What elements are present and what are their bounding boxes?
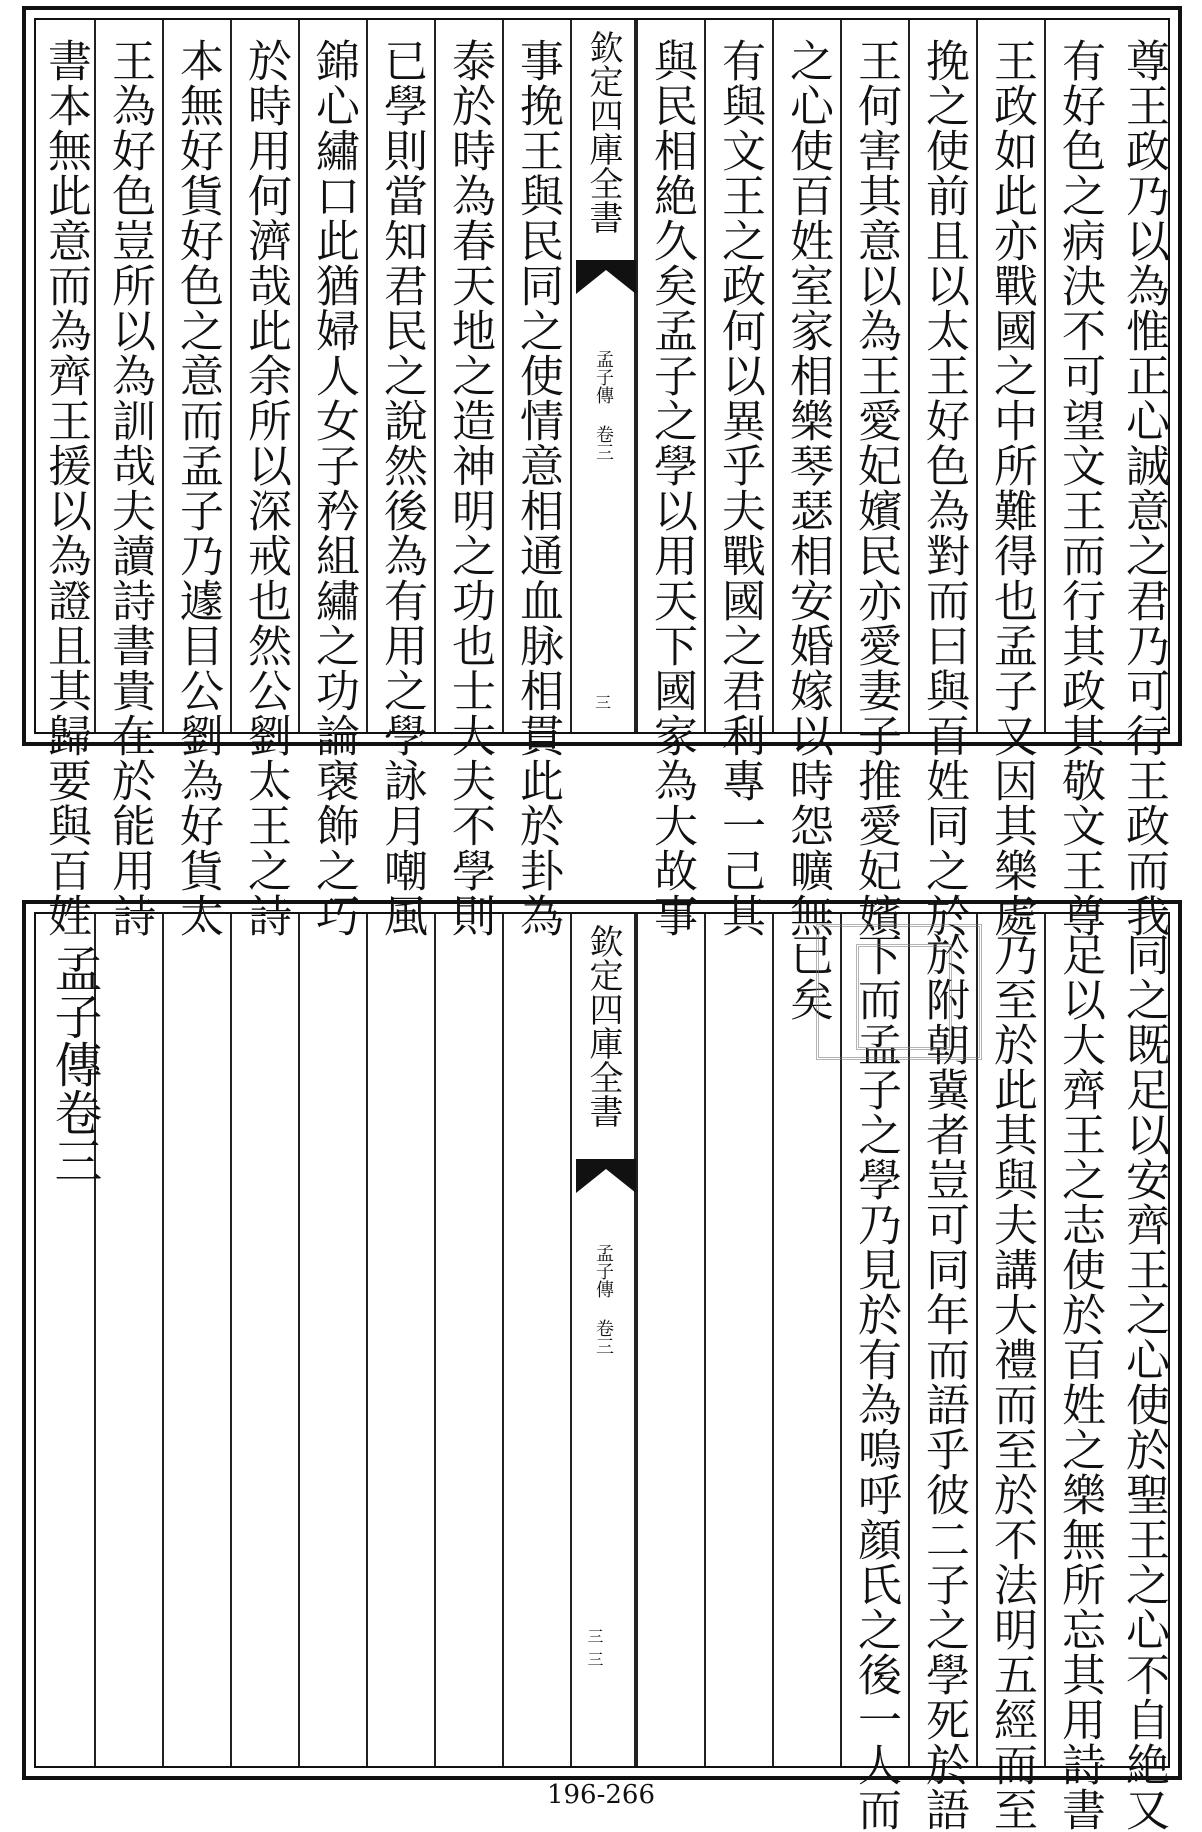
text-column xyxy=(636,20,704,938)
page-number: 三三 xyxy=(587,1627,604,1669)
text-column xyxy=(230,20,298,938)
volume-label: 孟子傳 卷三 xyxy=(593,350,614,461)
column-text: 書本無此意而為齊王援以為證且其歸要與百姓 xyxy=(40,38,91,938)
top-page-frame xyxy=(34,18,1170,938)
text-column xyxy=(976,20,1044,938)
fishtail-mark-icon xyxy=(576,1159,636,1193)
fishtail-mark-icon xyxy=(576,260,636,294)
text-column xyxy=(230,914,298,1766)
text-column xyxy=(36,20,94,938)
column-text: 足以大齊王之志使於百姓之樂無所忘其用詩書 xyxy=(1054,932,1105,1832)
text-column xyxy=(298,914,366,1766)
text-column xyxy=(636,914,704,1766)
text-column xyxy=(1112,914,1174,1832)
text-column xyxy=(1044,914,1112,1832)
column-text: 王何害其意以為王愛妃嬪民亦愛妻子推愛妃嬪 xyxy=(850,38,901,938)
text-column xyxy=(94,20,162,938)
column-text: 乃至於此其與夫講大禮而至於不法明五經而至 xyxy=(986,932,1037,1832)
text-column xyxy=(298,20,366,938)
text-column xyxy=(434,914,502,1766)
column-text: 錦心繡口此猶婦人女子矜組繡之功論襃飾之巧 xyxy=(308,38,359,938)
text-column xyxy=(434,20,502,938)
book-title: 欽定四庫全書 xyxy=(583,30,623,234)
column-text: 事挽王與民同之使情意相通血脉相貫此於卦為 xyxy=(512,38,563,938)
text-column xyxy=(162,914,230,1766)
text-column xyxy=(976,914,1044,1832)
volume-colophon: 孟子傳卷三 xyxy=(46,944,102,1184)
text-column xyxy=(502,914,570,1766)
text-column xyxy=(1044,20,1112,938)
text-column xyxy=(94,914,162,1766)
center-fold xyxy=(570,20,636,732)
top-page xyxy=(22,6,1182,938)
seal-stamp xyxy=(856,944,952,1050)
text-column xyxy=(366,914,434,1766)
text-column xyxy=(704,914,772,1766)
center-fold xyxy=(570,914,636,1766)
column-text: 本無好貨好色之意而孟子乃遽目公劉為好貨太 xyxy=(172,38,223,938)
text-column xyxy=(502,20,570,938)
text-column xyxy=(772,20,840,938)
text-column xyxy=(162,20,230,938)
column-text: 王政如此亦戰國之中所難得也孟子又因其樂處 xyxy=(986,38,1037,938)
text-column xyxy=(908,20,976,938)
page-number: 三 xyxy=(594,693,612,712)
column-text: 挽之使前且以太王好色為對而曰與百姓同之於 xyxy=(918,38,969,938)
column-text: 同之既足以安齊王之心使於聖王之心不自絶又 xyxy=(1118,932,1169,1832)
column-text: 有與文王之政何以異乎夫戰國之君利專一己其 xyxy=(714,38,765,938)
column-text: 已學則當知君民之說然後為有用之學詠月嘲風 xyxy=(376,38,427,938)
volume-label: 孟子傳 卷三 xyxy=(593,1244,614,1355)
column-text: 之心使百姓室家相樂琴瑟相安婚嫁以時怨曠無 xyxy=(782,38,833,938)
text-column xyxy=(1112,20,1174,938)
column-text: 下而孟子之學乃見於有為嗚呼顔氏之後一人而 xyxy=(850,932,901,1832)
text-column xyxy=(840,20,908,938)
column-text: 於時用何濟哉此余所以深戒也然公劉太王之詩 xyxy=(240,38,291,938)
column-text: 已矣 xyxy=(782,932,833,1022)
column-text: 尊王政乃以為惟正心誠意之君乃可行王政而我 xyxy=(1118,38,1169,938)
book-title: 欽定四庫全書 xyxy=(583,924,623,1128)
text-column xyxy=(704,20,772,938)
column-text: 泰於時為春天地之造神明之功也士大夫不學則 xyxy=(444,38,495,938)
column-text: 有好色之病決不可望文王而行其政其敬文王尊 xyxy=(1054,38,1105,938)
column-text: 王為好色豈所以為訓哉夫讀詩書貴在於能用詩 xyxy=(104,38,155,938)
text-column xyxy=(366,20,434,938)
column-text: 於附朝冀者豈可同年而語乎彼二子之學死於語 xyxy=(918,932,969,1832)
archive-page-number: 196-266 xyxy=(546,1780,656,1810)
column-text: 與民相絶久矣孟子之學以用天下國家為大故事 xyxy=(646,38,697,938)
